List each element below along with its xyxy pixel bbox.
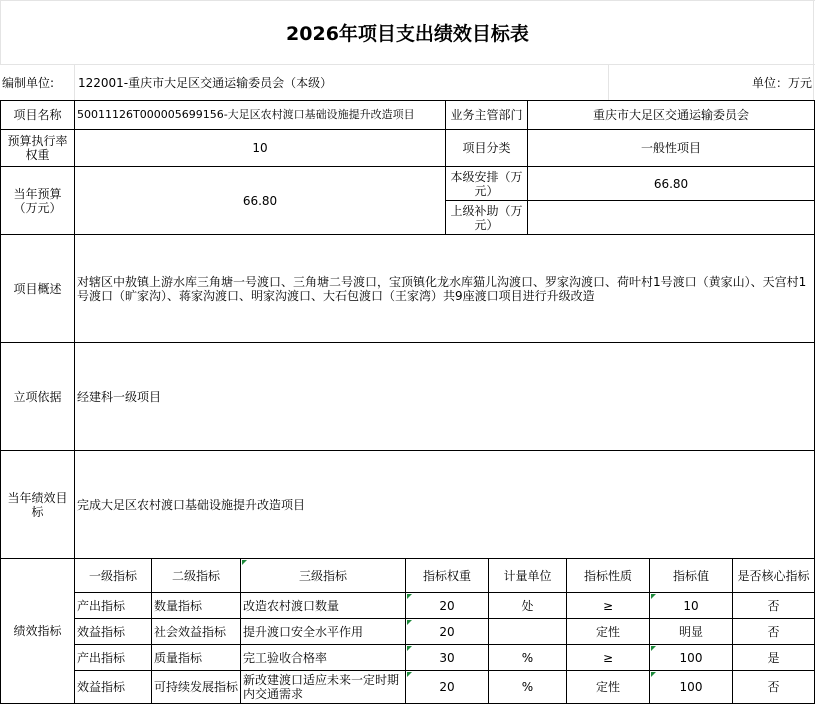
weight-value: 10 bbox=[75, 130, 446, 167]
indicators-label: 绩效指标 bbox=[1, 559, 75, 704]
dept-label: 业务主管部门 bbox=[446, 101, 528, 130]
table-cell: 提升渡口安全水平作用 bbox=[241, 619, 406, 645]
table-cell: 产出指标 bbox=[75, 593, 152, 619]
table-cell: 产出指标 bbox=[75, 645, 152, 671]
indicator-header: 三级指标 bbox=[241, 559, 406, 593]
local-funding-label: 本级安排（万元） bbox=[446, 167, 528, 201]
subsidy-label: 上级补助（万元） bbox=[446, 201, 528, 235]
table-cell: 社会效益指标 bbox=[152, 619, 241, 645]
cell-marker-icon bbox=[651, 672, 656, 677]
budget-label: 当年预算（万元） bbox=[1, 167, 75, 235]
table-cell: 30 bbox=[406, 645, 489, 671]
table-cell: 可持续发展指标 bbox=[152, 671, 241, 704]
overview-text: 对辖区中敖镇上游水库三角塘一号渡口、三角塘二号渡口，宝顶镇化龙水库猫儿沟渡口、罗家沟渡口、荷叶村1号渡口（黄家山）、天宫村1号渡口（旷家沟）、蒋家沟渡口、明家沟渡口、大石包渡口（王家湾）共9座渡口项目进行升级改造 bbox=[75, 235, 815, 343]
indicator-header: 计量单位 bbox=[489, 559, 567, 593]
indicator-header: 指标权重 bbox=[406, 559, 489, 593]
basis-text: 经建科一级项目 bbox=[75, 343, 815, 451]
dept-value: 重庆市大足区交通运输委员会 bbox=[528, 101, 815, 130]
indicator-header: 一级指标 bbox=[75, 559, 152, 593]
table-cell: 定性 bbox=[567, 619, 650, 645]
table-cell: 处 bbox=[489, 593, 567, 619]
subsidy-value bbox=[528, 201, 815, 235]
table-cell: 是 bbox=[733, 645, 815, 671]
weight-label: 预算执行率权重 bbox=[1, 130, 75, 167]
cell-marker-icon bbox=[407, 672, 412, 677]
category-label: 项目分类 bbox=[446, 130, 528, 167]
table-cell: 完工验收合格率 bbox=[241, 645, 406, 671]
table-cell: % bbox=[489, 645, 567, 671]
table-cell: 改造农村渡口数量 bbox=[241, 593, 406, 619]
cell-marker-icon bbox=[407, 620, 412, 625]
unit-label: 单位：万元 bbox=[751, 76, 812, 90]
indicator-header: 是否核心指标 bbox=[733, 559, 815, 593]
table-cell: 否 bbox=[733, 619, 815, 645]
table-cell: 100 bbox=[650, 671, 733, 704]
cell-marker-icon bbox=[651, 594, 656, 599]
table-cell: 定性 bbox=[567, 671, 650, 704]
table-cell: 否 bbox=[733, 593, 815, 619]
project-name-label: 项目名称 bbox=[1, 101, 75, 130]
table-cell: 100 bbox=[650, 645, 733, 671]
page-title: 2026年项目支出绩效目标表 bbox=[286, 23, 529, 45]
table-cell: 效益指标 bbox=[75, 671, 152, 704]
table-cell: 质量指标 bbox=[152, 645, 241, 671]
table-cell: 20 bbox=[406, 671, 489, 704]
indicator-header: 二级指标 bbox=[152, 559, 241, 593]
table-cell: 数量指标 bbox=[152, 593, 241, 619]
goal-label: 当年绩效目标 bbox=[1, 451, 75, 559]
table-cell: ≥ bbox=[567, 593, 650, 619]
table-cell: 新改建渡口适应未来一定时期内交通需求 bbox=[241, 671, 406, 704]
indicator-header: 指标性质 bbox=[567, 559, 650, 593]
basis-label: 立项依据 bbox=[1, 343, 75, 451]
cell-marker-icon bbox=[242, 560, 247, 565]
cell-marker-icon bbox=[407, 594, 412, 599]
gridline bbox=[74, 65, 75, 100]
table-cell: 20 bbox=[406, 593, 489, 619]
table-cell: 20 bbox=[406, 619, 489, 645]
overview-label: 项目概述 bbox=[1, 235, 75, 343]
goal-text: 完成大足区农村渡口基础设施提升改造项目 bbox=[75, 451, 815, 559]
cell-marker-icon bbox=[407, 646, 412, 651]
table-cell: ≥ bbox=[567, 645, 650, 671]
budget-value: 66.80 bbox=[75, 167, 446, 235]
table-cell: 明显 bbox=[650, 619, 733, 645]
table-cell bbox=[489, 619, 567, 645]
table-cell: 否 bbox=[733, 671, 815, 704]
indicator-header: 指标值 bbox=[650, 559, 733, 593]
local-funding-value: 66.80 bbox=[528, 167, 815, 201]
cell-marker-icon bbox=[651, 646, 656, 651]
table-cell: 效益指标 bbox=[75, 619, 152, 645]
org-value: 122001-重庆市大足区交通运输委员会（本级） bbox=[78, 76, 333, 90]
gridline bbox=[608, 65, 609, 100]
project-name-value: 50011126T000005699156-大足区农村渡口基础设施提升改造项目 bbox=[75, 101, 446, 130]
table-cell: % bbox=[489, 671, 567, 704]
table-cell: 10 bbox=[650, 593, 733, 619]
category-value: 一般性项目 bbox=[528, 130, 815, 167]
org-label: 编制单位: bbox=[2, 76, 55, 90]
